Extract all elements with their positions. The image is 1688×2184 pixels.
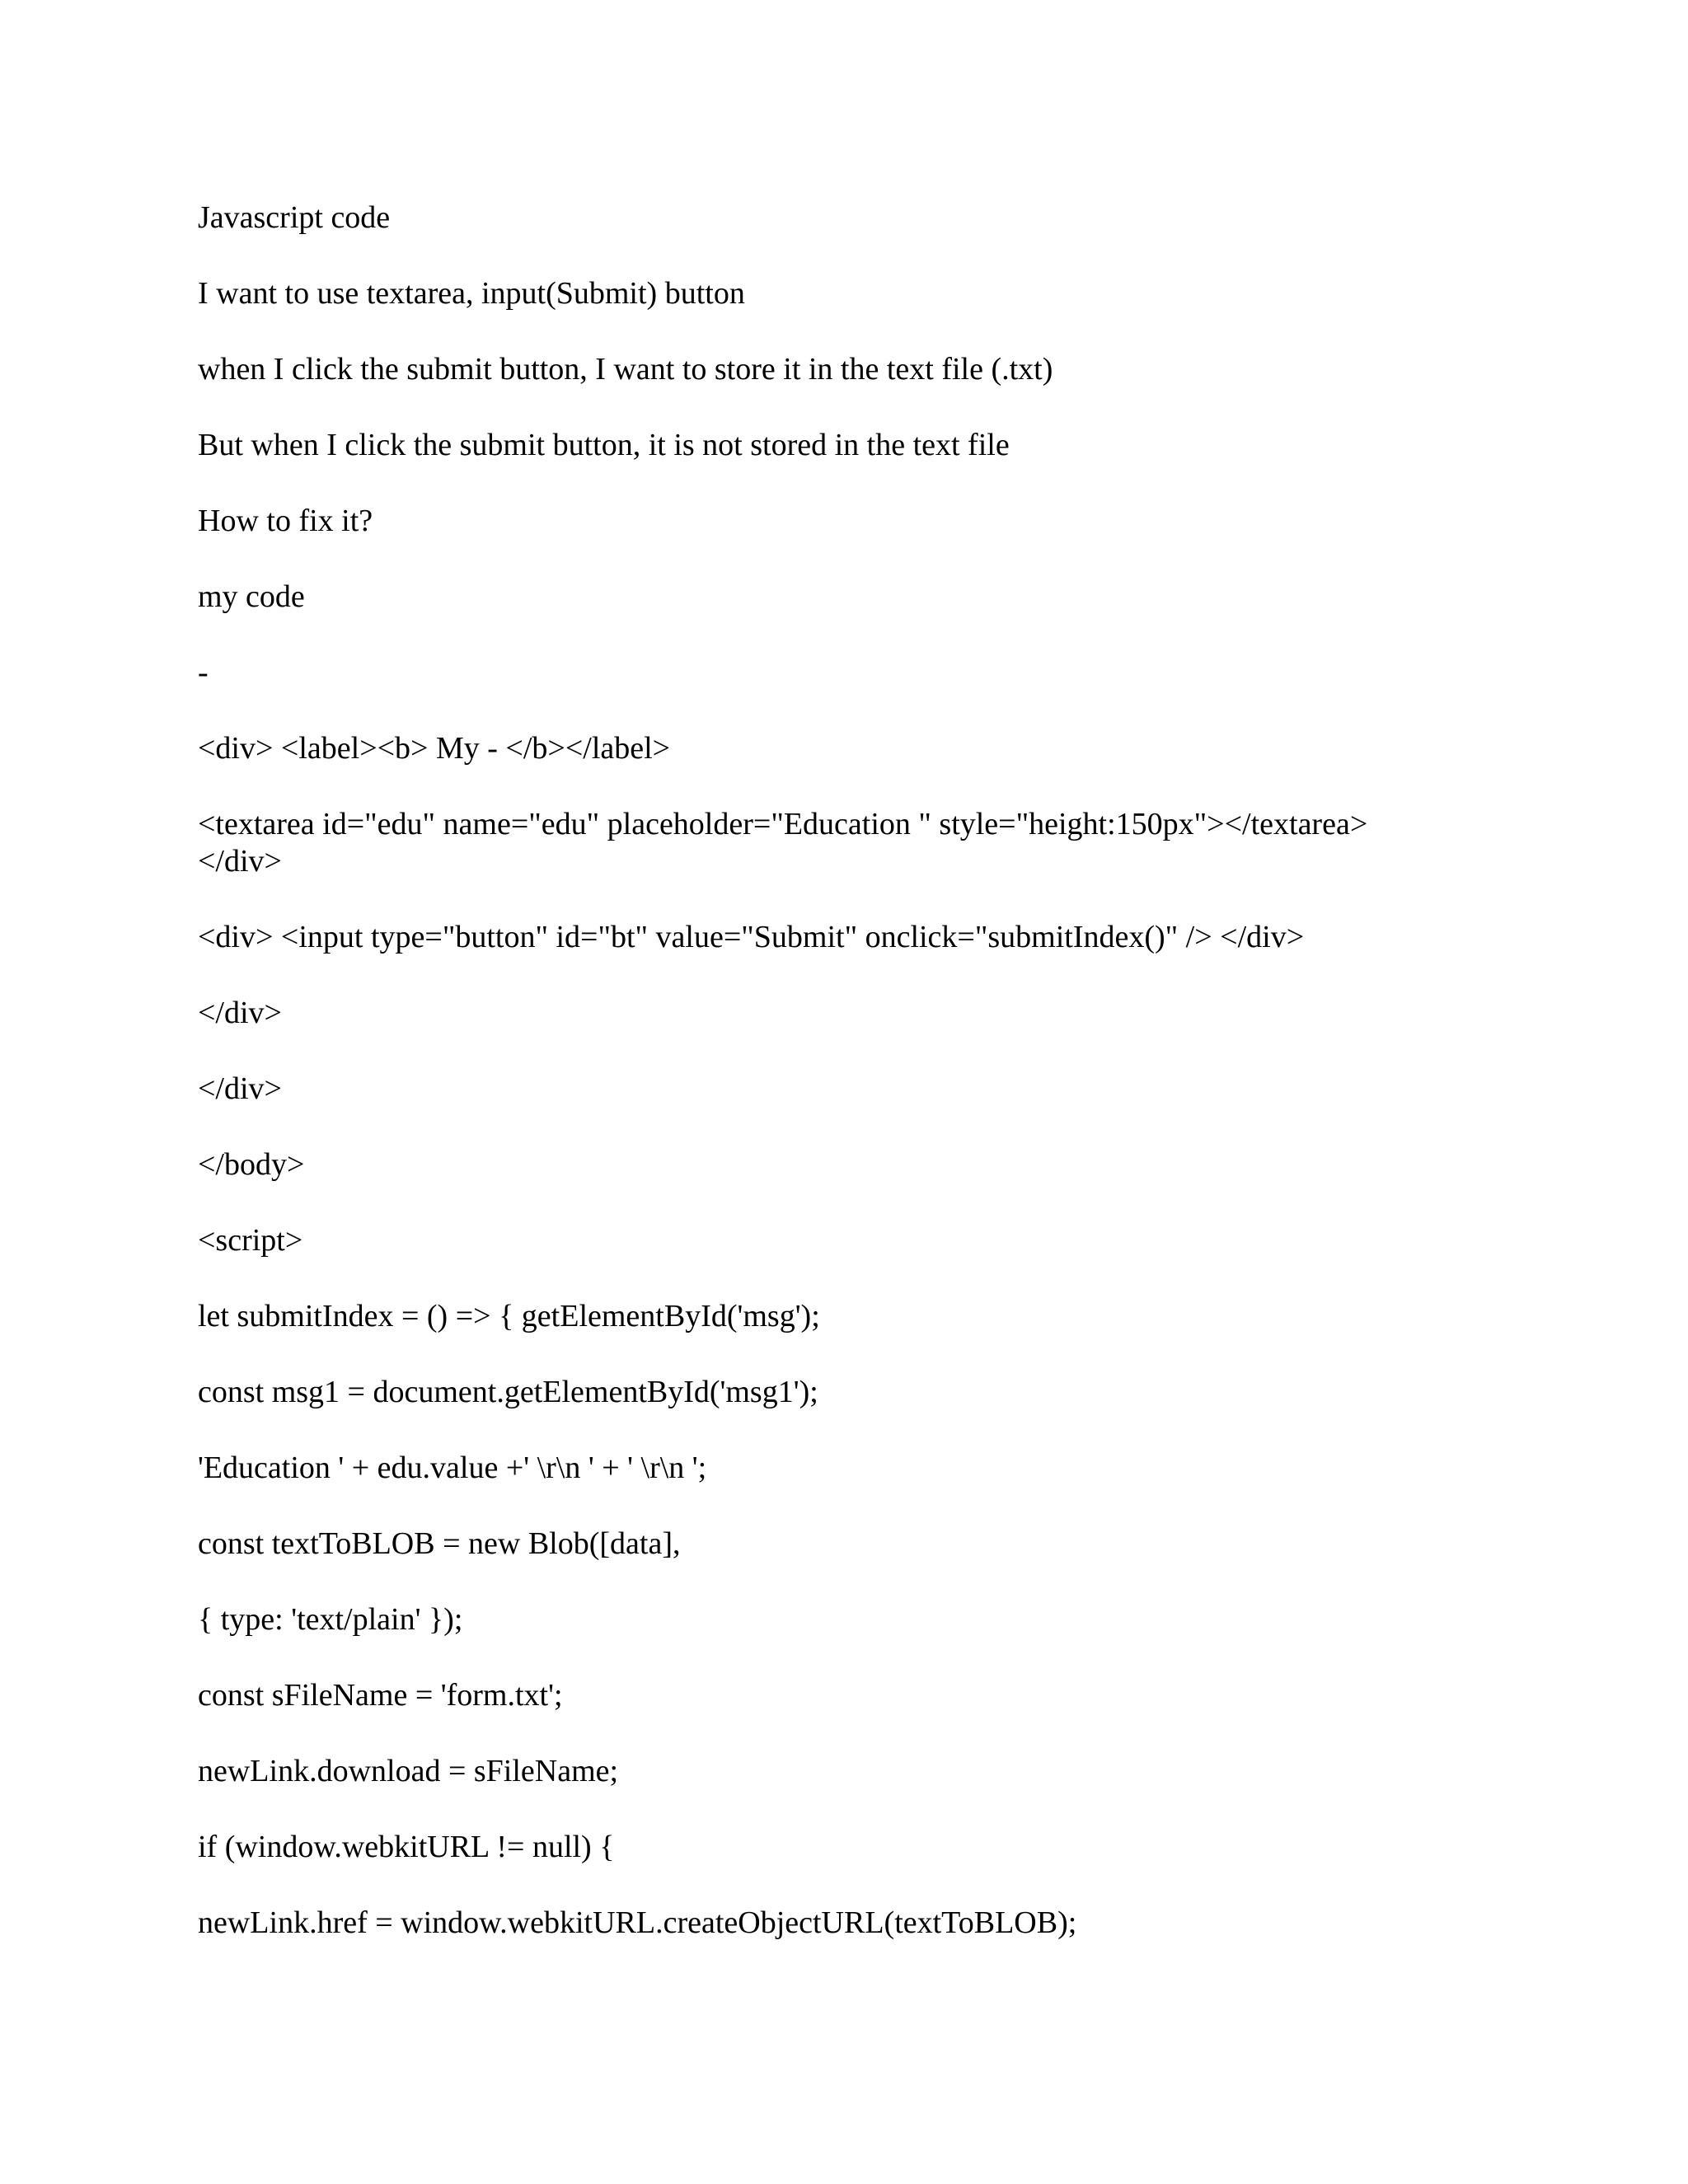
code-line: <div> <input type="button" id="bt" value="Submit" onclick="submitIndex()" /> </div> — [198, 920, 1305, 954]
code-line: </div> — [198, 996, 282, 1030]
code-line: </div> — [198, 1071, 282, 1106]
question-line-3: But when I click the submit button, it is not stored in the text file — [198, 428, 1010, 462]
code-line: <script> — [198, 1223, 303, 1258]
code-line: <div> <label><b> My - </b></label> — [198, 731, 671, 766]
code-line: let submitIndex = () => { getElementById('msg'); — [198, 1299, 820, 1333]
question-line-2: when I click the submit button, I want to store it in the text file (.txt) — [198, 352, 1053, 387]
code-line: newLink.href = window.webkitURL.createObjectURL(textToBLOB); — [198, 1905, 1077, 1940]
code-line: const sFileName = 'form.txt'; — [198, 1678, 563, 1713]
document-heading: Javascript code — [198, 200, 391, 235]
code-line: 'Education ' + edu.value +' \r\n ' + ' \r\n '; — [198, 1451, 707, 1485]
code-intro-line: my code — [198, 579, 305, 614]
code-line: <textarea id="edu" name="edu" placeholder="Education " style="height:150px"></textarea> — [198, 807, 1368, 841]
question-line-1: I want to use textarea, input(Submit) button — [198, 276, 745, 311]
code-line: const textToBLOB = new Blob([data], — [198, 1526, 681, 1561]
separator-dash: - — [198, 655, 209, 690]
code-line: { type: 'text/plain' }); — [198, 1602, 463, 1637]
code-line: </body> — [198, 1147, 305, 1182]
code-line: if (window.webkitURL != null) { — [198, 1830, 615, 1864]
code-line: </div> — [198, 844, 282, 879]
question-line-4: How to fix it? — [198, 504, 373, 538]
code-line: const msg1 = document.getElementById('msg1'); — [198, 1375, 818, 1409]
code-line: newLink.download = sFileName; — [198, 1754, 619, 1788]
